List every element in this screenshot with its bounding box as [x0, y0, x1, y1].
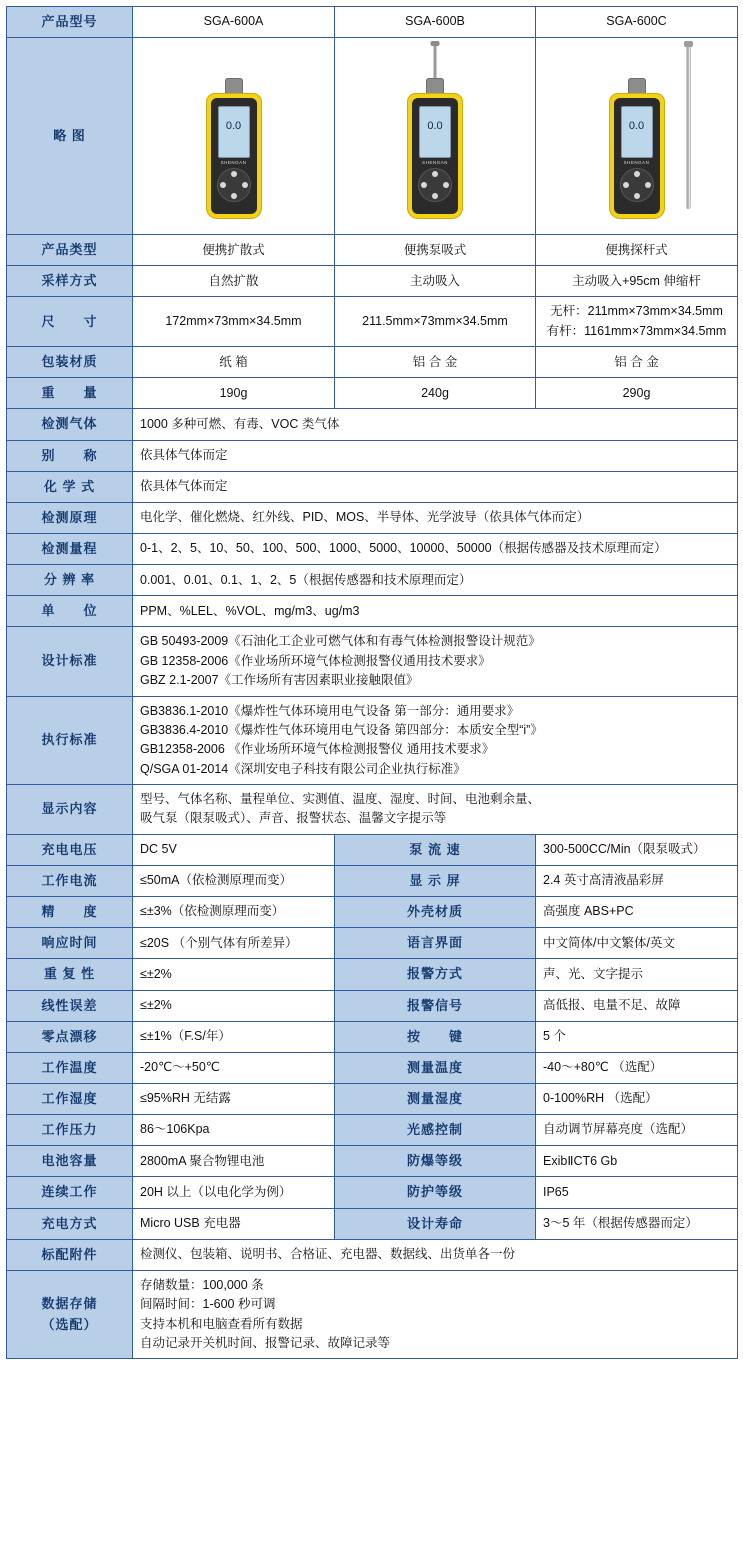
cell-value: -40～+80℃ （选配） [536, 1052, 738, 1083]
row-label: 响应时间 [7, 928, 133, 959]
keypad [217, 168, 251, 202]
cell-value: 20H 以上（以电化学为例） [133, 1177, 335, 1208]
row-label: 充电方式 [7, 1208, 133, 1239]
cell-value: ≤±3%（依检测原理而变） [133, 897, 335, 928]
cell-value: ≤±2% [133, 959, 335, 990]
cell-value: 依具体气体而定 [133, 471, 738, 502]
cell-value: 依具体气体而定 [133, 440, 738, 471]
cell-value: 自动调节屏幕亮度（选配） [536, 1115, 738, 1146]
cell-value: 190g [133, 378, 335, 409]
detector-body [609, 93, 665, 219]
row-label: 工作温度 [7, 1052, 133, 1083]
row-label: 外壳材质 [335, 897, 536, 928]
keypad [620, 168, 654, 202]
detector-body [206, 93, 262, 219]
cell-value: DC 5V [133, 834, 335, 865]
detector-body [407, 93, 463, 219]
cell-value: 检测仪、包装箱、说明书、合格证、充电器、数据线、出货单各一份 [133, 1239, 738, 1270]
cell-value: 铝 合 金 [536, 347, 738, 378]
table-row [7, 1208, 738, 1239]
row-label: 标配附件 [7, 1239, 133, 1270]
cell-value: 0.001、0.01、0.1、1、2、5（根据传感器和技术原理而定） [133, 565, 738, 596]
brand-text: SHENGAN [220, 159, 247, 165]
row-label: 设计寿命 [335, 1208, 536, 1239]
row-label: 检测气体 [7, 409, 133, 440]
cell-value: 0-100%RH （选配） [536, 1083, 738, 1114]
table-row [7, 471, 738, 502]
row-label: 分 辨 率 [7, 565, 133, 596]
row-label: 重 复 性 [7, 959, 133, 990]
cell-value: ≤50mA（依检测原理而变） [133, 865, 335, 896]
label-2: 尺 寸 [7, 297, 133, 347]
row-label: 测量温度 [335, 1052, 536, 1083]
product-spec-table [6, 6, 738, 1359]
cell-value: 高强度 ABS+PC [536, 897, 738, 928]
cell-value: 高低报、电量不足、故障 [536, 990, 738, 1021]
cell-value: 便携泵吸式 [335, 235, 536, 266]
row-label: 别 称 [7, 440, 133, 471]
row-label: 单 位 [7, 596, 133, 627]
pump-tube [434, 44, 437, 78]
cell-value: 2.4 英寸高清液晶彩屏 [536, 865, 738, 896]
detector-illustration [577, 43, 697, 223]
row-label: 连续工作 [7, 1177, 133, 1208]
cell-value: GB 50493-2009《石油化工企业可燃气体和有毒气体检测报警设计规范》 GB 12358-2006《作业场所环境气体检测报警仪通用技术要求》 GBZ 2.1-2007《工作场所有害因素职业接触限值》 [133, 627, 738, 696]
label-4: 重 量 [7, 378, 133, 409]
table-row [7, 834, 738, 865]
pump-tube-tip [431, 41, 440, 46]
table-row [7, 502, 738, 533]
table-row [7, 627, 738, 696]
table-row [7, 347, 738, 378]
cell-value: ≤20S （个别气体有所差异） [133, 928, 335, 959]
row-label: 按 键 [335, 1021, 536, 1052]
row-label: 化 学 式 [7, 471, 133, 502]
row-label: 显 示 屏 [335, 865, 536, 896]
sensor-cap [426, 78, 444, 94]
detector-front-panel [614, 98, 660, 214]
table-row [7, 1115, 738, 1146]
table-row [7, 409, 738, 440]
diagram-cell-1 [133, 38, 335, 235]
label-product-model: 产品型号 [7, 7, 133, 38]
cell-value: 便携扩散式 [133, 235, 335, 266]
cell-value: 主动吸入+95cm 伸缩杆 [536, 266, 738, 297]
table-row [7, 959, 738, 990]
row-label: 光感控制 [335, 1115, 536, 1146]
cell-value: 5 个 [536, 1021, 738, 1052]
row-label: 语言界面 [335, 928, 536, 959]
row-label: 线性误差 [7, 990, 133, 1021]
cell-value: 铝 合 金 [335, 347, 536, 378]
cell-value: ≤±2% [133, 990, 335, 1021]
row-label: 显示内容 [7, 785, 133, 835]
row-label: 工作湿度 [7, 1083, 133, 1114]
table-row [7, 865, 738, 896]
row-label: 防爆等级 [335, 1146, 536, 1177]
detector-front-panel [211, 98, 257, 214]
cell-value: 2800mA 聚合物锂电池 [133, 1146, 335, 1177]
spec-table-body [7, 7, 738, 1359]
cell-value: IP65 [536, 1177, 738, 1208]
cell-value: 主动吸入 [335, 266, 536, 297]
cell-value: Micro USB 充电器 [133, 1208, 335, 1239]
cell-value: 3～5 年（根据传感器而定） [536, 1208, 738, 1239]
table-row [7, 534, 738, 565]
model-1: SGA-600A [133, 7, 335, 38]
keypad [418, 168, 452, 202]
row-label: 报警信号 [335, 990, 536, 1021]
row-label: 执行标准 [7, 696, 133, 785]
cell-value: 便携探杆式 [536, 235, 738, 266]
cell-value: 1000 多种可燃、有毒、VOC 类气体 [133, 409, 738, 440]
cell-value: 中文简体/中文繁体/英文 [536, 928, 738, 959]
table-row [7, 1177, 738, 1208]
table-row [7, 266, 738, 297]
row-label: 设计标准 [7, 627, 133, 696]
cell-value: 无杆：211mm×73mm×34.5mm 有杆：1161mm×73mm×34.5mm [536, 297, 738, 347]
cell-value: 自然扩散 [133, 266, 335, 297]
sensor-cap [628, 78, 646, 94]
cell-value: 211.5mm×73mm×34.5mm [335, 297, 536, 347]
detector-illustration [375, 43, 495, 223]
cell-value: GB3836.1-2010《爆炸性气体环境用电气设备 第一部分：通用要求》 GB3836.4-2010《爆炸性气体环境用电气设备 第四部分：本质安全型“i”》 GB12358-2006 《作业场所环境气体检测报警仪 通用技术要求》 Q/SGA 01-2014《深圳安电子科技有限公司企业执行标准》 [133, 696, 738, 785]
row-label: 工作压力 [7, 1115, 133, 1146]
brand-text: SHENGAN [422, 159, 448, 165]
table-row [7, 696, 738, 785]
diagram-cell-2 [335, 38, 536, 235]
cell-value: 型号、气体名称、量程单位、实测值、温度、湿度、时间、电池剩余量、 吸气泵（限泵吸式）、声音、报警状态、温馨文字提示等 [133, 785, 738, 835]
extension-probe [686, 45, 691, 209]
table-row [7, 235, 738, 266]
table-row [7, 928, 738, 959]
cell-value: 0-1、2、5、10、50、100、500、1000、5000、10000、50000（根据传感器及技术原理而定） [133, 534, 738, 565]
table-row [7, 1083, 738, 1114]
table-row [7, 1239, 738, 1270]
table-row [7, 785, 738, 835]
detector-screen: 0.0 [218, 106, 250, 158]
label-diagram: 略 图 [7, 38, 133, 235]
table-row [7, 1052, 738, 1083]
cell-value: ≤±1%（F.S/年） [133, 1021, 335, 1052]
table-row [7, 1146, 738, 1177]
label-0: 产品类型 [7, 235, 133, 266]
table-row [7, 297, 738, 347]
diagram-cell-3 [536, 38, 738, 235]
detector-front-panel [412, 98, 458, 214]
table-row [7, 7, 738, 38]
extension-probe-tip [684, 41, 693, 47]
cell-value: 声、光、文字提示 [536, 959, 738, 990]
table-row [7, 990, 738, 1021]
brand-text: SHENGAN [623, 159, 650, 165]
row-label: 检测量程 [7, 534, 133, 565]
cell-value: ≤95%RH 无结露 [133, 1083, 335, 1114]
table-row [7, 378, 738, 409]
table-row [7, 596, 738, 627]
sensor-cap [225, 78, 243, 94]
table-row [7, 38, 738, 235]
table-row [7, 1270, 738, 1359]
cell-value: 290g [536, 378, 738, 409]
cell-value: 电化学、催化燃烧、红外线、PID、MOS、半导体、光学波导（依具体气体而定） [133, 502, 738, 533]
cell-value: 86～106Kpa [133, 1115, 335, 1146]
row-label: 数据存储 （选配） [7, 1270, 133, 1359]
table-row [7, 440, 738, 471]
row-label: 电池容量 [7, 1146, 133, 1177]
cell-value: 300-500CC/Min（限泵吸式） [536, 834, 738, 865]
row-label: 工作电流 [7, 865, 133, 896]
detector-screen: 0.0 [419, 106, 451, 158]
row-label: 泵 流 速 [335, 834, 536, 865]
label-1: 采样方式 [7, 266, 133, 297]
row-label: 报警方式 [335, 959, 536, 990]
table-row [7, 897, 738, 928]
row-label: 测量湿度 [335, 1083, 536, 1114]
row-label: 充电电压 [7, 834, 133, 865]
model-3: SGA-600C [536, 7, 738, 38]
row-label: 防护等级 [335, 1177, 536, 1208]
cell-value: PPM、%LEL、%VOL、mg/m3、ug/m3 [133, 596, 738, 627]
cell-value: 240g [335, 378, 536, 409]
row-label: 检测原理 [7, 502, 133, 533]
table-row [7, 1021, 738, 1052]
model-2: SGA-600B [335, 7, 536, 38]
cell-value: -20℃～+50℃ [133, 1052, 335, 1083]
table-row [7, 565, 738, 596]
row-label: 精 度 [7, 897, 133, 928]
cell-value: 172mm×73mm×34.5mm [133, 297, 335, 347]
cell-value: 存储数量：100,000 条 间隔时间：1-600 秒可调 支持本机和电脑查看所有数据 自动记录开关机时间、报警记录、故障记录等 [133, 1270, 738, 1359]
cell-value: 纸 箱 [133, 347, 335, 378]
row-label: 零点漂移 [7, 1021, 133, 1052]
cell-value: ExibⅡCT6 Gb [536, 1146, 738, 1177]
detector-illustration [174, 43, 294, 223]
detector-screen: 0.0 [621, 106, 653, 158]
label-3: 包装材质 [7, 347, 133, 378]
